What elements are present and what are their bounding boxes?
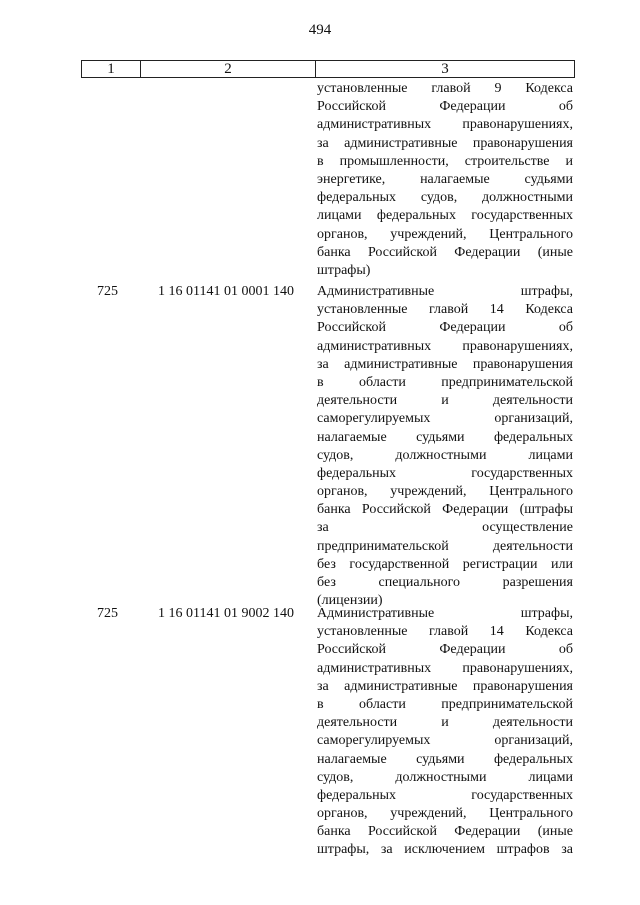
admin-code-cell: 725 — [97, 606, 118, 621]
description-line: в области предпринимательской — [317, 374, 573, 390]
description-line: федеральных государственных — [317, 787, 573, 803]
description-cell — [317, 283, 573, 610]
description-line: административных правонарушениях, — [317, 117, 573, 133]
description-line: саморегулируемых организаций, — [317, 733, 573, 749]
description-line: без государственной регистрации или — [317, 556, 573, 572]
description-line: за административные правонарушения — [317, 135, 573, 151]
description-line: без специального разрешения — [317, 575, 573, 590]
description-line: установленные главой 9 Кодекса — [317, 81, 573, 96]
column-header-1: 1 — [82, 61, 141, 77]
description-cell — [317, 80, 573, 280]
description-line: Административные штрафы, — [317, 284, 573, 299]
description-line: Российской Федерации об — [317, 99, 573, 115]
description-line: лицами федеральных государственных — [317, 208, 573, 224]
description-line: деятельности и деятельности — [317, 393, 573, 409]
description-line: за осуществление — [317, 520, 573, 536]
description-line: в области предпринимательской — [317, 696, 573, 712]
description-line: установленные главой 14 Кодекса — [317, 624, 573, 640]
description-line: административных правонарушениях, — [317, 660, 573, 676]
description-line: штрафы, за исключением штрафов за — [317, 842, 573, 858]
kbk-code-cell: 1 16 01141 01 0001 140 — [158, 284, 294, 299]
description-line: установленные главой 14 Кодекса — [317, 302, 573, 318]
page-number: 494 — [308, 22, 332, 38]
description-line: за административные правонарушения — [317, 678, 573, 694]
description-line: в промышленности, строительстве и — [317, 153, 573, 169]
description-line: Российской Федерации об — [317, 642, 573, 658]
admin-code-cell: 725 — [97, 284, 118, 299]
description-line: административных правонарушениях, — [317, 338, 573, 354]
description-line: Административные штрафы, — [317, 606, 573, 621]
description-line: (лицензии) — [317, 593, 383, 609]
description-line: федеральных государственных — [317, 465, 573, 481]
description-line: судов, должностными лицами — [317, 447, 573, 463]
kbk-code-cell: 1 16 01141 01 9002 140 — [158, 606, 294, 621]
description-line: саморегулируемых организаций, — [317, 411, 573, 427]
column-header-2: 2 — [141, 61, 316, 77]
description-line: банка Российской Федерации (иные — [317, 244, 573, 260]
description-line: органов, учреждений, Центрального — [317, 484, 573, 500]
description-line: банка Российской Федерации (иные — [317, 824, 573, 840]
description-line: за административные правонарушения — [317, 356, 573, 372]
description-line: штрафы) — [317, 262, 371, 278]
description-line: органов, учреждений, Центрального — [317, 806, 573, 822]
column-header-3: 3 — [441, 61, 449, 77]
description-cell — [317, 605, 573, 860]
description-line: федеральных судов, должностными — [317, 190, 573, 206]
description-line: предпринимательской деятельности — [317, 538, 573, 554]
description-line: налагаемые судьями федеральных — [317, 751, 573, 767]
description-line: судов, должностными лицами — [317, 769, 573, 785]
description-line: банка Российской Федерации (штрафы — [317, 502, 573, 518]
description-line: Российской Федерации об — [317, 320, 573, 336]
description-line: органов, учреждений, Центрального — [317, 226, 573, 242]
column-header-row — [81, 60, 575, 78]
description-line: энергетике, налагаемые судьями — [317, 171, 573, 187]
description-line: деятельности и деятельности — [317, 715, 573, 731]
description-line: налагаемые судьями федеральных — [317, 429, 573, 445]
